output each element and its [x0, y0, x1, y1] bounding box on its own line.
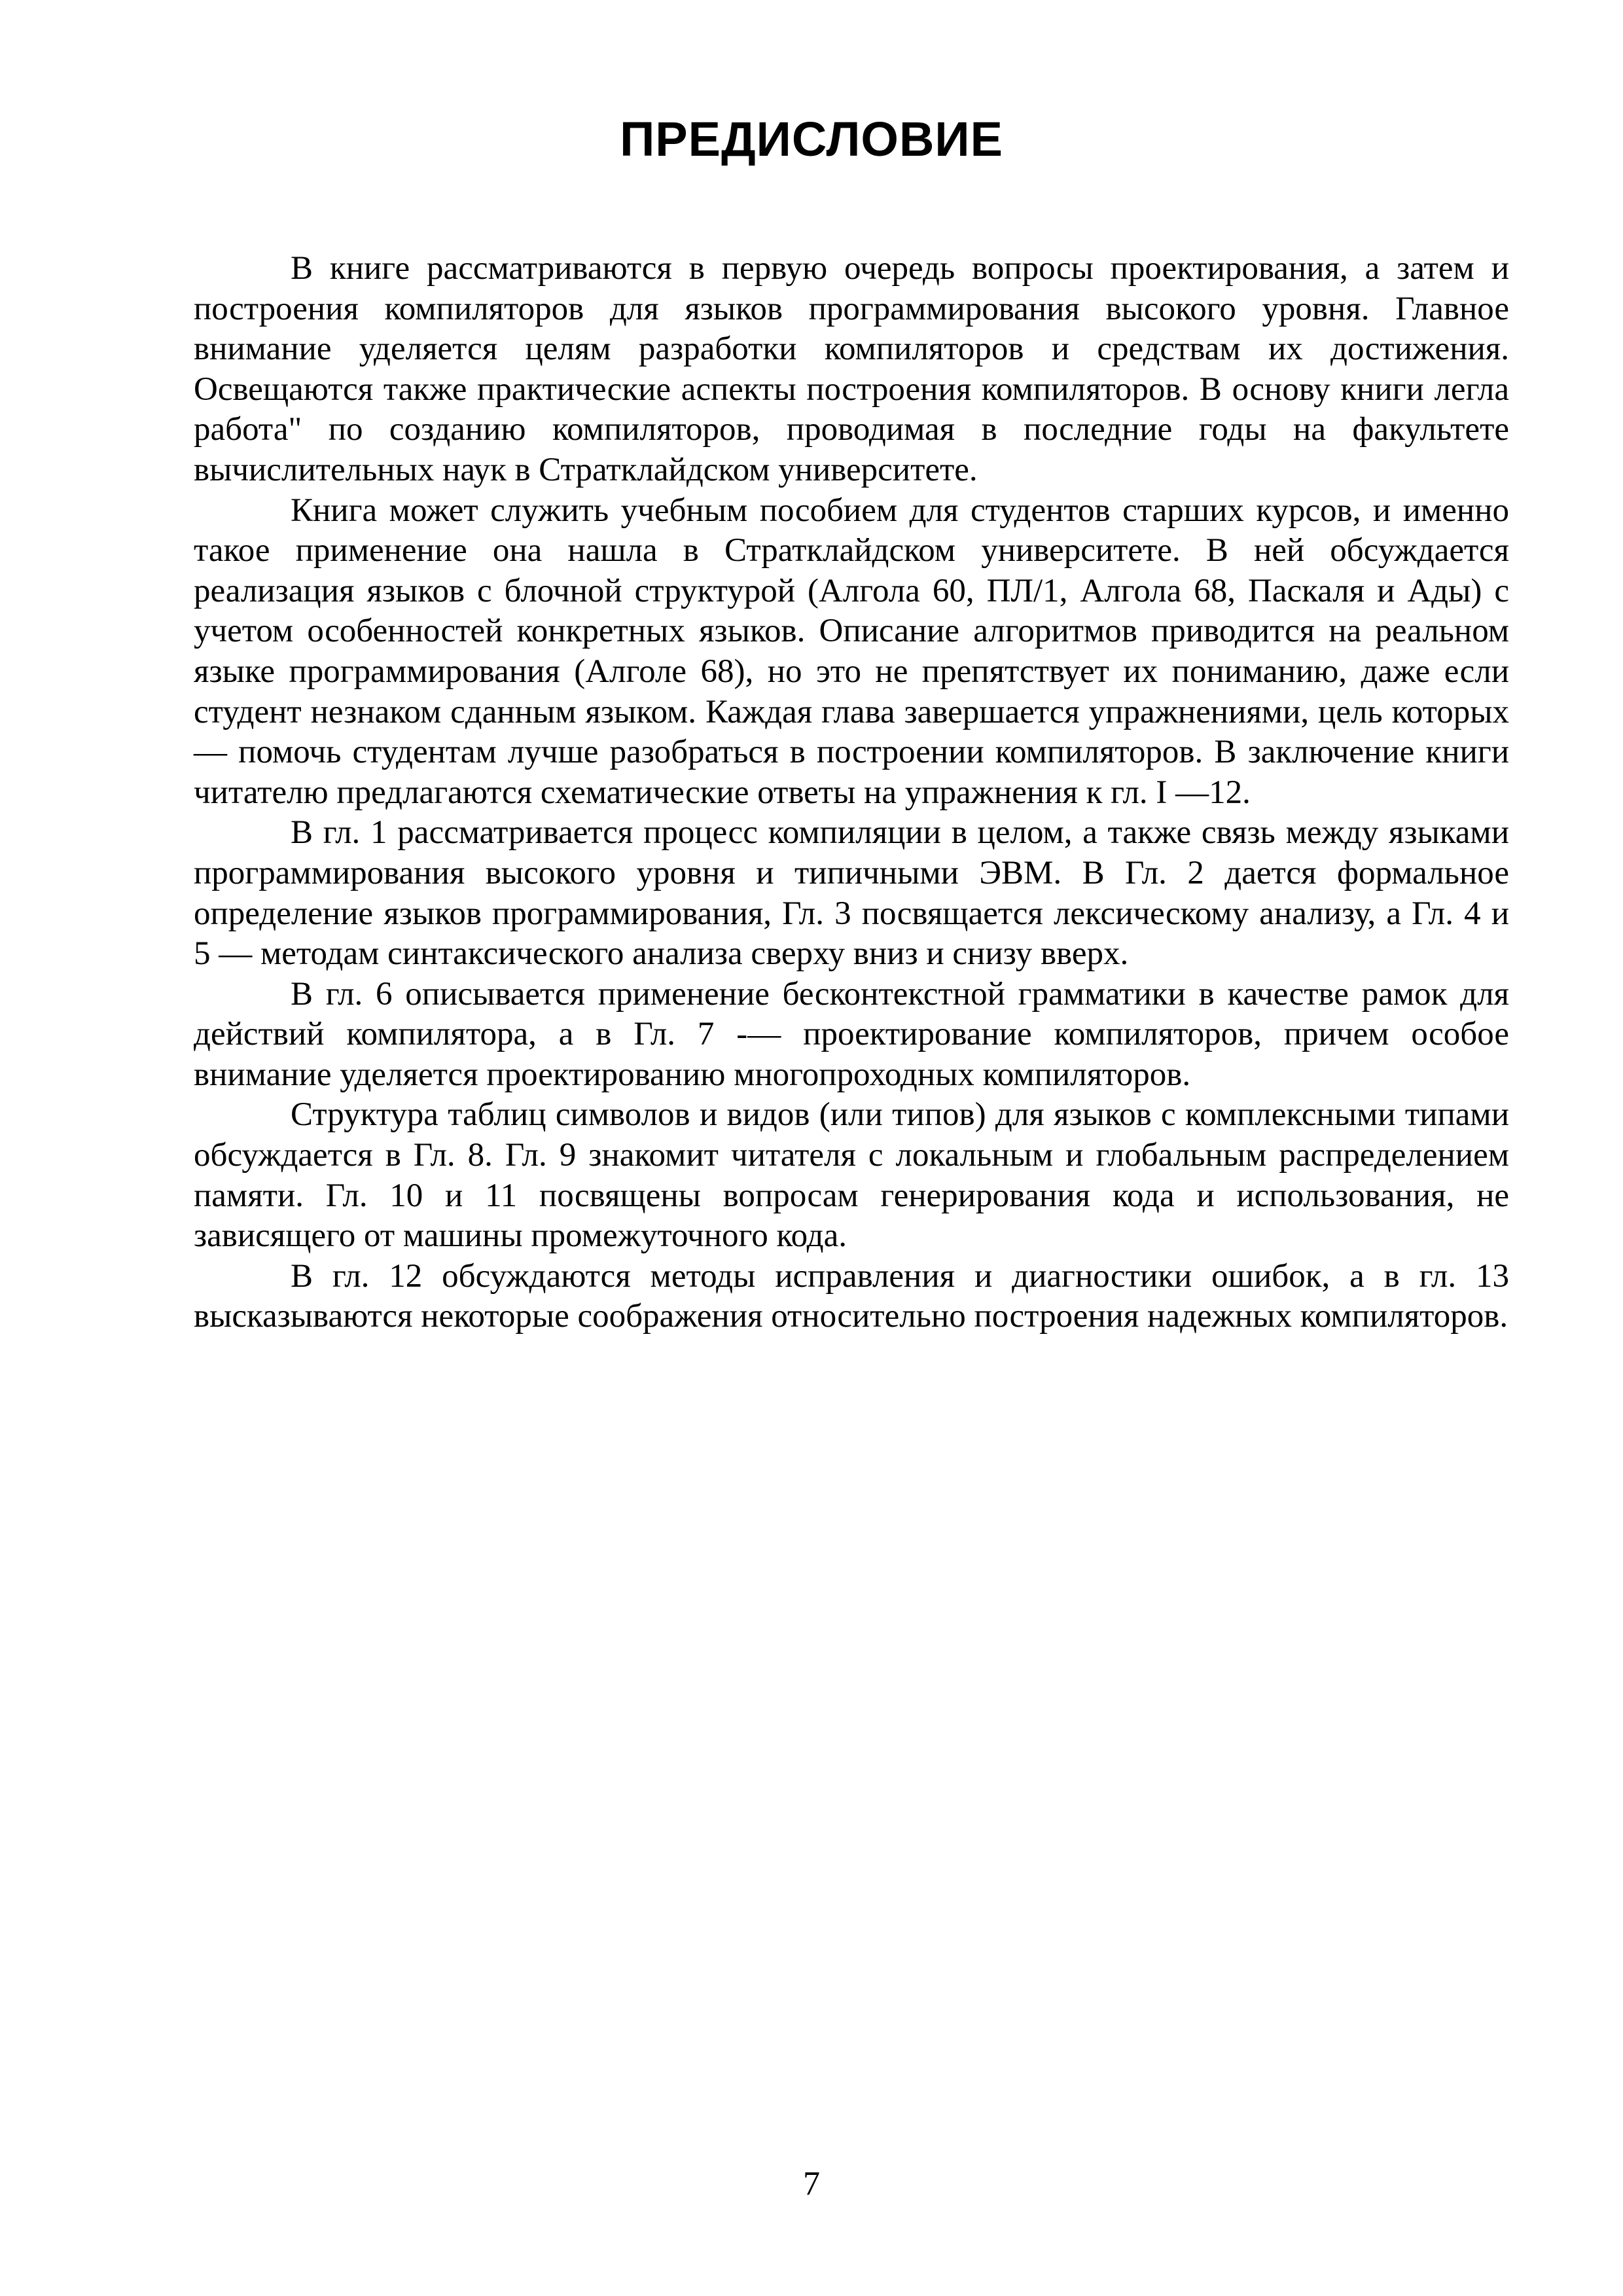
paragraph: В гл. 6 описывается применение бесконтекстной грамматики в качестве рамок для действий компилятора, а в Гл. 7 -— проектирование компиляторов, причем особое внимание уделяется проектированию многопроходных компиляторов.: [194, 975, 1509, 1093]
page-title: ПРЕДИСЛОВИЕ: [620, 112, 1003, 166]
paragraph: В гл. 12 обсуждаются методы исправления и диагностики ошибок, а в гл. 13 высказываются некоторые соображения относительно построения надежных компиляторов.: [194, 1257, 1509, 1335]
paragraph: В гл. 1 рассматривается процесс компиляции в целом, а также связь между языками программирования высокого уровня и типичными ЭВМ. В Гл. 2 дается формальное определение языков программирования, Гл. 3 посвящается лексическому анализу, а Гл. 4 и 5 — методам синтаксического анализа сверху вниз и снизу вверх.: [194, 814, 1509, 973]
body-text: [194, 249, 1509, 1337]
paragraph: Структура таблиц символов и видов (или типов) для языков с комплексными типами обсуждается в Гл. 8. Гл. 9 знакомит читателя с локальным и глобальным распределением памяти. Гл. 10 и 11 посвящены вопросам генерирования кода и использования, не зависящего от машины промежуточного кода.: [194, 1096, 1509, 1255]
page-number: 7: [803, 2165, 820, 2202]
paragraph: Книга может служить учебным пособием для студентов старших курсов, и именно такое применение она нашла в Стратклайдском университете. В ней обсуждается реализация языков с блочной структурой (Алгола 60, ПЛ/1, Алгола 68, Паскаля и Ады) с учетом особенностей конкретных языков. Описание алгоритмов приводится на реальном языке программирования (Алголе 68), но это не препятствует их пониманию, даже если студент незнаком сданным языком. Каждая глава завершается упражнениями, цель которых — помочь студентам лучше разобраться в построении компиляторов. В заключение книги читателю предлагаются схематические ответы на упражнения к гл. I —12.: [194, 492, 1509, 811]
paragraph: В книге рассматриваются в первую очередь вопросы проектирования, а затем и построения компиляторов для языков программирования высокого уровня. Главное внимание уделяется целям разработки компиляторов и средствам их достижения. Освещаются также практические аспекты построения компиляторов. В основу книги легла работа" по созданию компиляторов, проводимая в последние годы на факультете вычислительных наук в Стратклайдском университете.: [194, 250, 1509, 488]
